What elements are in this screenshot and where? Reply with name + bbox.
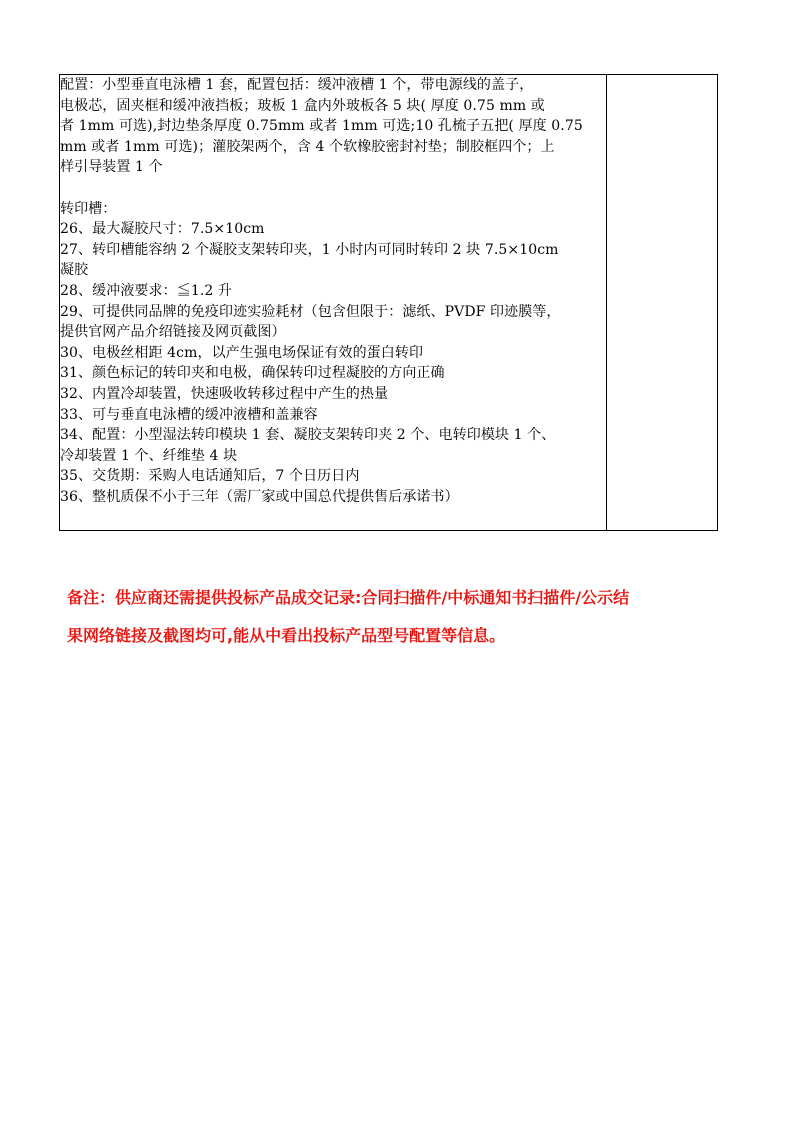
config-line: 配置：小型垂直电泳槽 1 套，配置包括：缓冲液槽 1 个，带电源线的盖子， [60,77,534,93]
spec-item-29: 29、可提供同品牌的免疫印迹实验耗材（包含但限于：滤纸、PVDF 印迹膜等， [60,303,561,320]
spec-item-36: 36、整机质保不小于三年（需厂家或中国总代提供售后承诺书） [60,488,459,505]
remark-line-1: 备注：供应商还需提供投标产品成交记录:合同扫描件/中标通知书扫描件/公示结 [67,588,630,607]
specification-cell [60,75,607,531]
remark-line-2: 果网络链接及截图均可,能从中看出投标产品型号配置等信息。 [67,626,506,645]
spec-item-30: 30、电极丝相距 4cm，以产生强电场保证有效的蛋白转印 [60,344,424,361]
transfer-heading: 转印槽： [60,200,117,217]
config-line: 者 1mm 可选),封边垫条厚度 0.75mm 或者 1mm 可选;10 孔梳子五把( 厚度 0.75 [60,118,583,135]
spec-item-28: 28、缓冲液要求：≦1.2 升 [60,282,233,299]
config-line: 电极芯，固夹框和缓冲液挡板；玻板 1 盒内外玻板各 5 块( 厚度 0.75 mm 或 [60,97,545,114]
spec-item-32: 32、内置冷却装置，快速吸收转移过程中产生的热量 [60,385,389,402]
specification-table [59,74,718,531]
spec-item-34-cont: 冷却装置 1 个、纤维垫 4 块 [60,447,238,464]
spec-item-35: 35、交货期：采购人电话通知后，7 个日历日内 [60,468,360,485]
empty-side-cell [606,75,717,531]
spec-item-26: 26、最大凝胶尺寸：7.5×10cm [60,221,265,238]
spec-item-31: 31、颜色标记的转印夹和电极，确保转印过程凝胶的方向正确 [60,365,445,382]
config-line: 样引导装置 1 个 [60,159,163,176]
table-row [60,75,718,531]
remark-note [67,579,727,655]
spec-item-29-cont: 提供官网产品介绍链接及网页截图） [60,324,286,341]
config-line: mm 或者 1mm 可选)；灌胶架两个，含 4 个软橡胶密封衬垫；制胶框四个；上 [60,138,555,155]
spec-item-34: 34、配置：小型湿法转印模块 1 套、凝胶支架转印夹 2 个、电转印模块 1 个、 [60,427,556,444]
blank-line [60,178,606,199]
spec-item-27-cont: 凝胶 [60,262,89,279]
spec-item-33: 33、可与垂直电泳槽的缓冲液槽和盖兼容 [60,406,318,423]
spec-item-27: 27、转印槽能容纳 2 个凝胶支架转印夹，1 小时内可同时转印 2 块 7.5×10cm [60,241,559,258]
